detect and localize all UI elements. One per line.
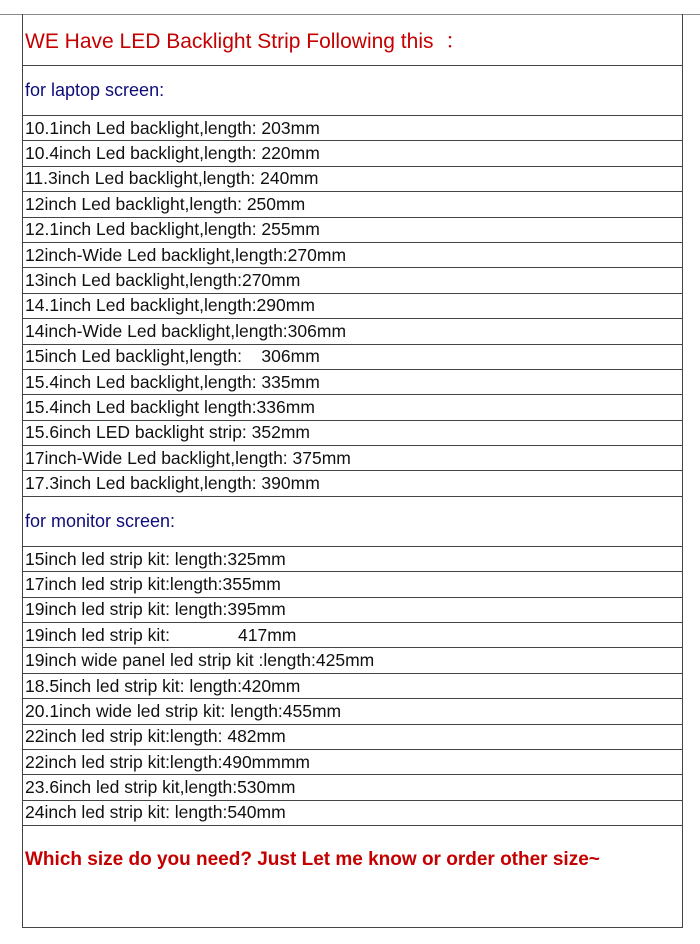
table-row: 15.4inch Led backlight,length: 335mm: [23, 370, 682, 395]
table-row: 14inch-Wide Led backlight,length:306mm: [23, 319, 682, 344]
title-row: [23, 14, 682, 66]
monitor-rows: [23, 547, 682, 826]
table-row: 15.4inch Led backlight length:336mm: [23, 395, 682, 420]
table-row: 19inch wide panel led strip kit :length:425mm: [23, 648, 682, 673]
table-row: 10.4inch Led backlight,length: 220mm: [23, 141, 682, 166]
table-row: 12inch Led backlight,length: 250mm: [23, 192, 682, 217]
laptop-section-heading: for laptop screen:: [25, 80, 165, 100]
table-row: 17inch led strip kit:length:355mm: [23, 572, 682, 597]
table-row: 12.1inch Led backlight,length: 255mm: [23, 218, 682, 243]
page-title: WE Have LED Backlight Strip Following this ：: [25, 29, 467, 53]
laptop-rows: [23, 116, 682, 497]
monitor-section-heading: for monitor screen:: [25, 510, 176, 531]
table-row: 18.5inch led strip kit: length:420mm: [23, 674, 682, 699]
table-row: 15inch Led backlight,length: 306mm: [23, 345, 682, 370]
table-row: 17inch-Wide Led backlight,length: 375mm: [23, 446, 682, 471]
table-row: 13inch Led backlight,length:270mm: [23, 268, 682, 293]
table-row: 17.3inch Led backlight,length: 390mm: [23, 471, 682, 496]
monitor-section-heading-row: [23, 497, 682, 547]
table-row: 10.1inch Led backlight,length: 203mm: [23, 116, 682, 141]
table-row: 22inch led strip kit:length:490mmmm: [23, 750, 682, 775]
laptop-section-heading-row: [23, 66, 682, 116]
table-row: 15.6inch LED backlight strip: 352mm: [23, 421, 682, 446]
table-row: 23.6inch led strip kit,length:530mm: [23, 775, 682, 800]
table-row: 22inch led strip kit:length: 482mm: [23, 725, 682, 750]
footer-note: [23, 826, 682, 884]
table-row: 11.3inch Led backlight,length: 240mm: [23, 167, 682, 192]
table-row: 14.1inch Led backlight,length:290mm: [23, 294, 682, 319]
table-row: 19inch led strip kit: length:395mm: [23, 598, 682, 623]
backlight-size-table: [22, 14, 683, 928]
footer-text: Which size do you need? Just Let me know or order other size~: [25, 849, 600, 871]
table-row: 15inch led strip kit: length:325mm: [23, 547, 682, 572]
table-row: 12inch-Wide Led backlight,length:270mm: [23, 243, 682, 268]
table-row: 20.1inch wide led strip kit: length:455mm: [23, 699, 682, 724]
table-row: 24inch led strip kit: length:540mm: [23, 801, 682, 826]
table-row: 19inch led strip kit: 417mm: [23, 623, 682, 648]
